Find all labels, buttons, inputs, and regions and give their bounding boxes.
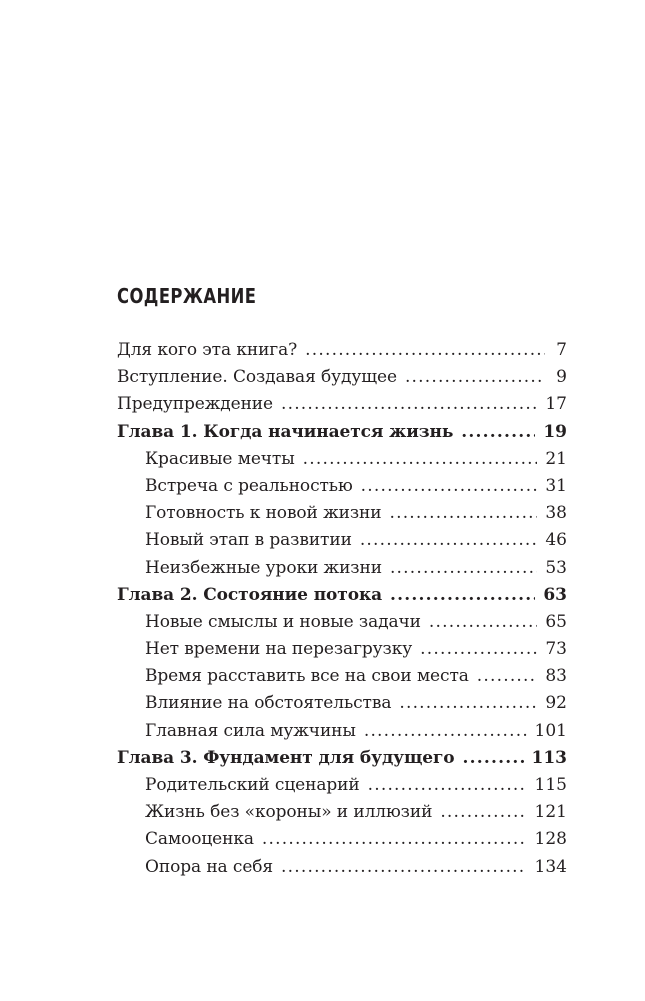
entry-title: Новый этап в развитии <box>145 530 352 551</box>
toc-group-chapter-3 <box>117 745 567 881</box>
toc-entry <box>117 718 567 745</box>
toc-entry <box>117 527 567 554</box>
entry-title: Новые смыслы и новые задачи <box>145 611 421 632</box>
toc-entry <box>117 854 567 881</box>
toc-group-front-matter <box>117 337 567 419</box>
entry-title: Для кого эта книга? <box>117 340 298 360</box>
toc-group-chapter-1 <box>117 419 567 582</box>
dot-leader <box>399 690 537 717</box>
dot-leader <box>305 337 545 364</box>
toc-entry <box>117 772 567 799</box>
dot-leader <box>361 473 538 500</box>
dot-leader <box>281 391 537 418</box>
toc-entry <box>117 609 567 636</box>
dot-leader <box>390 555 537 582</box>
chapter-page-number: 19 <box>543 421 567 442</box>
dot-leader <box>461 419 535 446</box>
entry-title: Время расставить все на свои места <box>145 666 469 687</box>
entry-page-number: 31 <box>545 475 567 496</box>
dot-leader <box>405 364 545 391</box>
toc-entry <box>117 364 567 391</box>
dot-leader <box>390 500 538 527</box>
entry-title: Вступление. Создавая будущее <box>117 367 397 388</box>
entry-page-number: 128 <box>534 829 567 850</box>
entry-page-number: 38 <box>545 503 567 524</box>
entry-title: Предупреждение <box>117 394 273 415</box>
dot-leader <box>477 663 538 690</box>
dot-leader <box>429 609 537 636</box>
entry-title: Готовность к новой жизни <box>145 503 382 524</box>
entry-title: Неизбежные уроки жизни <box>145 557 382 578</box>
toc-entry <box>117 636 567 663</box>
entry-title: Главная сила мужчины <box>145 720 356 741</box>
toc-entry <box>117 555 567 582</box>
chapter-page-number: 113 <box>531 747 567 768</box>
toc-entry <box>117 500 567 527</box>
entry-page-number: 21 <box>545 448 567 469</box>
chapter-title: Глава 3. Фундамент для будущего <box>117 747 455 768</box>
entry-title: Влияние на обстоятельства <box>145 693 392 714</box>
toc-heading: СОДЕРЖАНИЕ <box>117 284 257 308</box>
dot-leader <box>390 582 535 609</box>
toc-chapter-entry <box>117 745 567 772</box>
toc-entry <box>117 663 567 690</box>
chapter-page-number: 63 <box>543 584 567 605</box>
entry-page-number: 65 <box>545 611 567 632</box>
chapter-title: Глава 1. Когда начинается жизнь <box>117 421 454 442</box>
dot-leader <box>364 718 527 745</box>
entry-page-number: 9 <box>556 367 567 388</box>
entry-page-number: 134 <box>534 856 567 877</box>
entry-page-number: 92 <box>545 693 567 714</box>
entry-page-number: 101 <box>534 720 567 741</box>
dot-leader <box>420 636 537 663</box>
table-of-contents <box>117 337 567 881</box>
chapter-title: Глава 2. Состояние потока <box>117 584 383 605</box>
dot-leader <box>281 854 527 881</box>
toc-chapter-entry <box>117 582 567 609</box>
toc-entry <box>117 446 567 473</box>
dot-leader <box>262 826 527 853</box>
entry-title: Самооценка <box>145 829 254 850</box>
dot-leader <box>440 799 526 826</box>
dot-leader <box>360 527 538 554</box>
toc-entry <box>117 826 567 853</box>
dot-leader <box>303 446 538 473</box>
toc-chapter-entry <box>117 419 567 446</box>
toc-entry <box>117 473 567 500</box>
entry-title: Жизнь без «короны» и иллюзий <box>145 802 433 823</box>
entry-title: Опора на себя <box>145 856 274 877</box>
dot-leader <box>368 772 527 799</box>
entry-title: Красивые мечты <box>145 448 295 469</box>
entry-page-number: 46 <box>545 530 567 551</box>
entry-page-number: 121 <box>534 802 567 823</box>
entry-title: Нет времени на перезагрузку <box>145 639 413 660</box>
entry-page-number: 7 <box>556 340 567 360</box>
toc-entry <box>117 799 567 826</box>
dot-leader <box>463 745 524 772</box>
entry-page-number: 17 <box>545 394 567 415</box>
entry-page-number: 83 <box>545 666 567 687</box>
entry-page-number: 73 <box>545 639 567 660</box>
toc-entry <box>117 690 567 717</box>
entry-page-number: 53 <box>545 557 567 578</box>
entry-title: Родительский сценарий <box>145 775 360 795</box>
toc-entry <box>117 391 567 418</box>
entry-title: Встреча с реальностью <box>145 475 353 496</box>
toc-group-chapter-2 <box>117 582 567 745</box>
entry-page-number: 115 <box>534 775 567 795</box>
toc-entry <box>117 337 567 364</box>
